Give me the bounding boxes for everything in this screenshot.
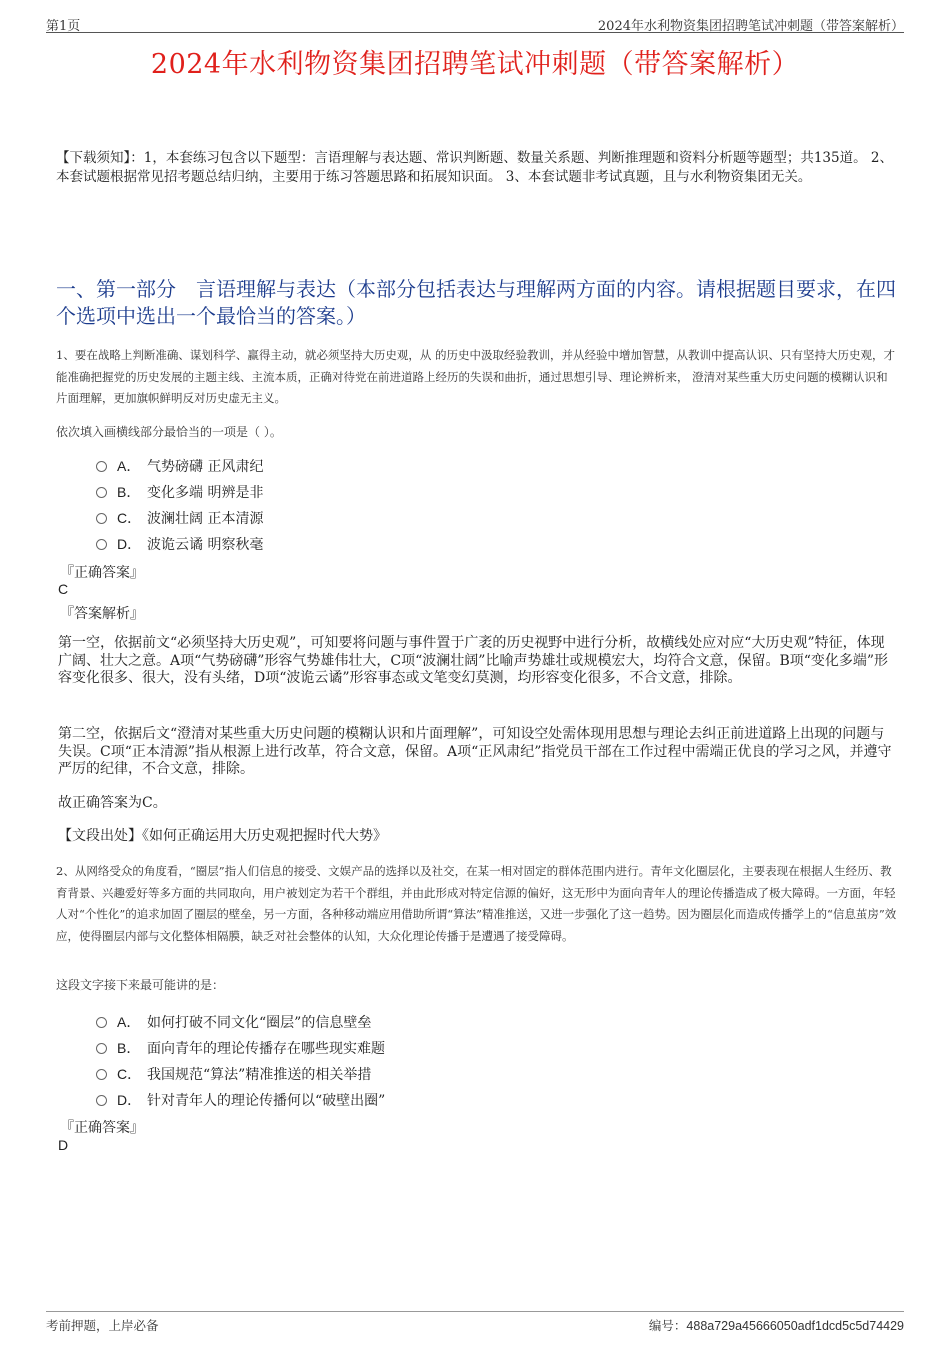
question-2-option-a[interactable]: A． 如何打破不同文化“圈层”的信息壁垒: [96, 1012, 371, 1032]
radio-icon[interactable]: [96, 487, 107, 498]
footer-slogan: 考前押题，上岸必备: [46, 1318, 159, 1333]
question-2-option-b[interactable]: B． 面向青年的理论传播存在哪些现实难题: [96, 1038, 385, 1058]
footer-code: 编号：488a729a45666050adf1dcd5c5d74429: [648, 1318, 904, 1333]
page-footer: [46, 1311, 904, 1333]
document-title: 2024年水利物资集团招聘笔试冲刺题（带答案解析）: [150, 49, 800, 80]
radio-icon[interactable]: [96, 1069, 107, 1080]
radio-icon[interactable]: [96, 461, 107, 472]
question-1-answer: C: [58, 581, 69, 597]
question-1-analysis-1: 第一空，依据前文“必须坚持大历史观”，可知要将问题与事件置于广袤的历史视野中进行分析，故横线处应对应“大历史观”特征，体现广阔、壮大之意。A项“气势磅礴”形容气势雄伟壮大，C项“波澜壮阔”比喻声势雄壮或规模宏大，均符合文意，保留。B项“变化多端”形容变化很多、很大，没有头绪，D项“波诡云谲”形容事态或文笔变幻莫测，均形容变化很多，不合文意，排除。: [58, 635, 889, 686]
question-1-option-a[interactable]: A． 气势磅礴 正风肃纪: [96, 456, 263, 476]
question-1-answer-label: 『正确答案』: [60, 565, 144, 581]
question-1-source: 【文段出处】《如何正确运用大历史观把握时代大势》: [58, 828, 387, 844]
question-2-prompt: 这段文字接下来最可能讲的是：: [56, 978, 225, 992]
question-2-answer: D: [58, 1137, 69, 1153]
question-1-prompt: 依次填入画横线部分最恰当的一项是（ ）。: [56, 425, 282, 439]
question-1-text: 1、要在战略上判断准确、谋划科学、赢得主动，就必须坚持大历史观，从 的历史中汲取经验教训，并从经验中增加智慧，从教训中提高认识、只有坚持大历史观，才能准确把握党的历史发展的主题主线、主流本质，正确对待党在前进道路上经历的失误和曲折，通过思想引导、理论辨析来， 澄清对某些重大历史问题的模糊认识和片面理解，更加旗帜鲜明反对历史虚无主义。: [56, 348, 895, 405]
radio-icon[interactable]: [96, 1017, 107, 1028]
radio-icon[interactable]: [96, 513, 107, 524]
download-notice: 【下载须知】：1，本套练习包含以下题型：言语理解与表达题、常识判断题、数量关系题、判断推理题和资料分析题等题型；共135道。 2、本套试题根据常见招考题总结归纳，主要用于练习答题思路和拓展知识面。 3、本套试题非考试真题，且与水利物资集团无关。: [56, 150, 893, 185]
question-1-analysis-label: 『答案解析』: [60, 606, 144, 622]
page-number: 第1页: [46, 19, 81, 34]
question-1-option-b[interactable]: B． 变化多端 明辨是非: [96, 482, 263, 502]
question-2-option-c[interactable]: C． 我国规范“算法”精准推送的相关举措: [96, 1064, 371, 1084]
header-doc-title: 2024年水利物资集团招聘笔试冲刺题（带答案解析）: [597, 19, 904, 34]
radio-icon[interactable]: [96, 1043, 107, 1054]
question-2-answer-label: 『正确答案』: [60, 1120, 144, 1136]
question-2-text: 2、从网络受众的角度看，“圈层”指人们信息的接受、文娱产品的选择以及社交，在某一相对固定的群体范围内进行。青年文化圈层化，主要表现在根据人生经历、教育背景、兴趣爱好等多方面的共同取向，用户被划定为若干个群组，并由此形成对特定信源的偏好，这无形中为面向青年人的理论传播造成了极大障碍。一方面，年轻人对“个性化”的追求加固了圈层的壁垒，另一方面，各种移动端应用借助所谓“算法”精准推送，又进一步强化了这一趋势。因为圈层化而造成传播学上的“信息茧房”效应，使得圈层内部与文化整体相隔膜，缺乏对社会整体的认知，大众化理论传播于是遭遇了接受障碍。: [56, 864, 897, 943]
question-1-option-d[interactable]: D． 波诡云谲 明察秋毫: [96, 534, 263, 554]
section-heading: 一、第一部分 言语理解与表达（本部分包括表达与理解两方面的内容。请根据题目要求，在四个选项中选出一个最恰当的答案。）: [56, 277, 896, 328]
radio-icon[interactable]: [96, 1095, 107, 1106]
question-1-analysis-2: 第二空，依据后文“澄清对某些重大历史问题的模糊认识和片面理解”，可知设空处需体现用思想与理论去纠正前进道路上出现的问题与失误。C项“正本清源”指从根源上进行改革，符合文意，保留。A项“正风肃纪”指党员干部在工作过程中需端正优良的学习之风，并遵守严厉的纪律，不合文意，排除。: [58, 726, 892, 777]
question-1-conclusion: 故正确答案为C。: [58, 795, 167, 811]
question-1-option-c[interactable]: C． 波澜壮阔 正本清源: [96, 508, 263, 528]
question-2-option-d[interactable]: D． 针对青年人的理论传播何以“破壁出圈”: [96, 1090, 385, 1110]
page-header: [46, 14, 904, 33]
radio-icon[interactable]: [96, 539, 107, 550]
